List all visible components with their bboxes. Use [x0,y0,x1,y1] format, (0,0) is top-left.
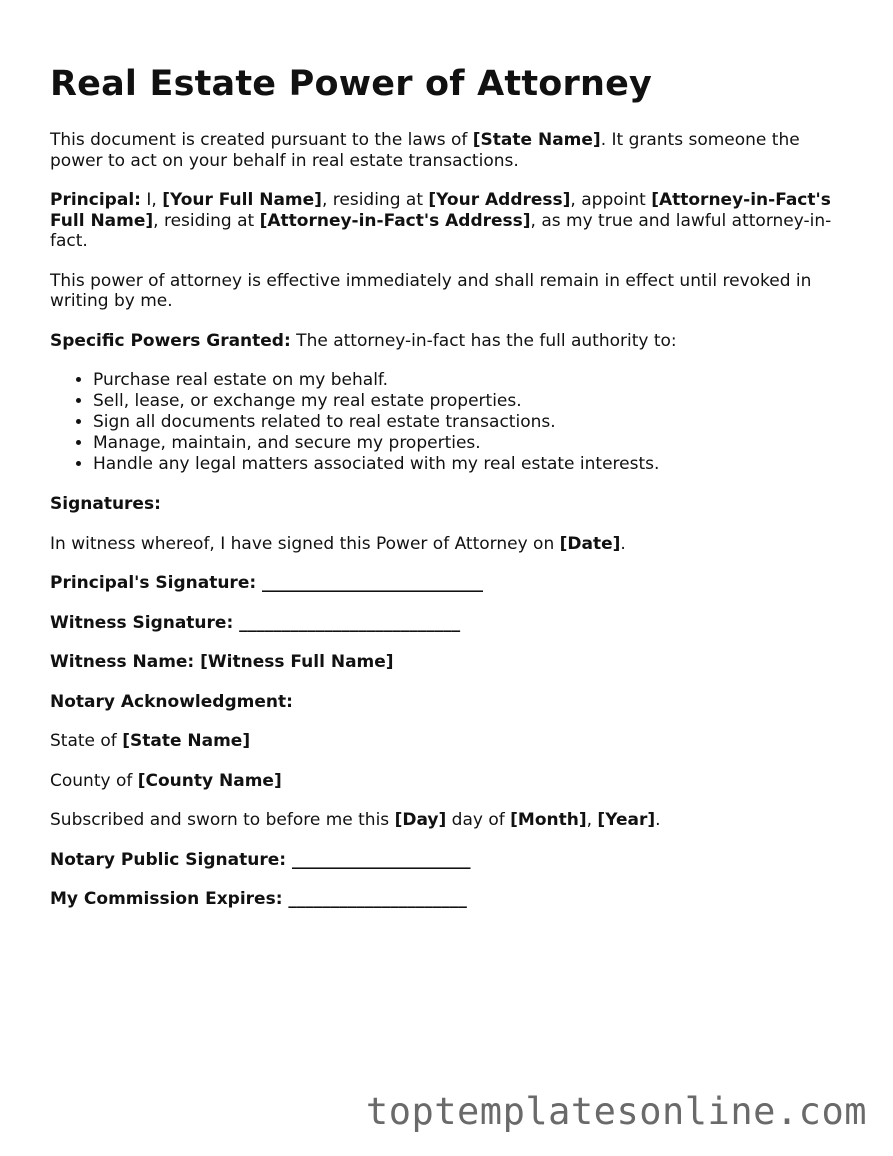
attorney-name-placeholder: [Attorney-in-Fact's Full Name] [50,190,831,231]
notary-heading: Notary Acknowledgment: [50,691,293,712]
powers-list [50,370,850,475]
address-placeholder: [Your Address] [428,190,571,210]
list-item: • Purchase real estate on my behalf. [93,370,850,391]
year-placeholder: [Year] [597,810,656,830]
principal-signature-line: Principal's Signature: __________________________ [50,573,484,593]
witness-signature-line: Witness Signature: __________________________ [50,612,461,633]
witness-paragraph: In witness whereof, I have signed this Power of Attorney on [Date]. [50,533,626,554]
commission-expires-line: My Commission Expires: _____________________ [50,889,467,909]
powers-label: Specific Powers Granted: [50,330,291,351]
month-placeholder: [Month] [510,810,587,830]
state-placeholder: [State Name] [122,731,251,751]
intro-paragraph: This document is created pursuant to the laws of [State Name]. It grants someone the power to act on your behalf in real estate transactions. [50,130,800,171]
powers-paragraph: Specific Powers Granted: The attorney-in-fact has the full authority to: [50,330,677,351]
list-item: • Sign all documents related to real estate transactions. [93,412,850,433]
document-title: Real Estate Power of Attorney [50,64,653,104]
principal-paragraph: Principal: I, [Your Full Name], residing at [Your Address], appoint [Attorney-in-Fact's Full Name], residing at [Attorney-in-Fact's Address], as my true and lawful attorney-in-fact. [50,190,832,251]
county-placeholder: [County Name] [137,770,282,791]
document-page [50,62,850,929]
principal-label: Principal: [50,190,141,210]
date-placeholder: [Date] [559,533,621,554]
full-name-placeholder: [Your Full Name] [162,190,322,210]
signatures-heading: Signatures: [50,494,161,514]
list-item: • Handle any legal matters associated with my real estate interests. [93,454,850,475]
state-name-placeholder: [State Name] [472,130,601,150]
effective-paragraph: This power of attorney is effective immediately and shall remain in effect until revoked in writing by me. [50,270,812,311]
list-item: • Sell, lease, or exchange my real estate properties. [93,391,850,412]
subscribed-line: Subscribed and sworn to before me this [Day] day of [Month], [Year]. [50,810,661,830]
state-line: State of [State Name] [50,731,251,751]
day-placeholder: [Day] [394,810,447,830]
county-line: County of [County Name] [50,770,282,791]
notary-signature-line: Notary Public Signature: _____________________ [50,849,471,870]
list-item: • Manage, maintain, and secure my properties. [93,433,850,454]
witness-name-line: Witness Name: [Witness Full Name] [50,652,394,672]
attorney-address-placeholder: [Attorney-in-Fact's Address] [259,210,531,231]
watermark: toptemplatesonline.com [365,1090,867,1133]
